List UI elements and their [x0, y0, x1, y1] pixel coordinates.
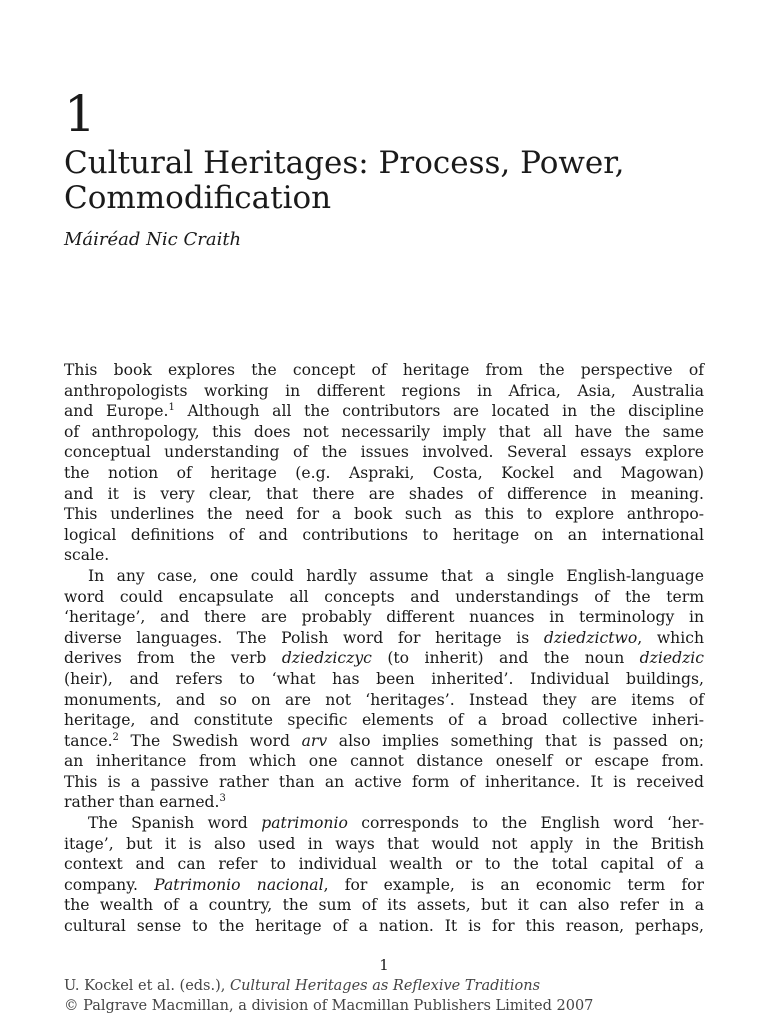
- body-line: [64, 875, 704, 896]
- copyright-line: © Palgrave Macmillan, a division of Macmillan Publishers Limited 2007: [64, 998, 594, 1014]
- italic-term: dziedzic: [639, 649, 705, 668]
- body-line: [64, 442, 704, 463]
- text-run: diverse languages. The Polish word for heritage is: [64, 628, 544, 647]
- chapter-title-line: Cultural Heritages: Process, Power,: [64, 145, 625, 181]
- chapter-author: Máiréad Nic Craith: [64, 229, 242, 250]
- text-run: scale.: [64, 546, 110, 565]
- italic-term: arv: [301, 731, 328, 750]
- body-line: [64, 751, 704, 772]
- italic-term: patrimonio: [261, 814, 348, 833]
- text-run: logical definitions of and contributions to heritage on an international: [64, 525, 704, 544]
- text-run: company.: [64, 875, 155, 894]
- text-run: This underlines the need for a book such as this to explore anthropo-: [64, 505, 704, 524]
- text-run: This book explores the concept of heritage from the perspective of: [64, 361, 704, 379]
- chapter-title: [64, 146, 724, 216]
- text-run: conceptual understanding of the issues involved. Several essays explore: [64, 443, 704, 462]
- text-run: U. Kockel et al. (eds.),: [64, 978, 230, 994]
- text-run: The Swedish word: [118, 731, 302, 750]
- body-line: [64, 360, 704, 381]
- footnote-ref: 1: [168, 402, 175, 414]
- body-line: [64, 607, 704, 628]
- text-run: derives from the verb: [64, 649, 282, 668]
- text-run: corresponds to the English word ‘her-: [347, 814, 704, 833]
- body-line: [64, 525, 704, 546]
- body-line: [64, 690, 704, 711]
- body-line: [64, 484, 704, 505]
- body-line: [64, 792, 704, 813]
- text-run: anthropologists working in different regions in Africa, Asia, Australia: [64, 381, 704, 400]
- text-run: also implies something that is passed on;: [327, 731, 704, 750]
- text-run: (heir), and refers to ‘what has been inherited’. Individual buildings,: [64, 669, 704, 688]
- body-line: [64, 463, 704, 484]
- italic-term: Patrimonio nacional: [154, 875, 324, 894]
- body-line: [64, 813, 704, 834]
- footnote-ref: 2: [112, 731, 119, 743]
- body-line: [64, 628, 704, 649]
- text-run: ‘heritage’, and there are probably different nuances in terminology in: [64, 608, 704, 627]
- text-run: tance.: [64, 731, 113, 750]
- text-run: and it is very clear, that there are shades of difference in meaning.: [64, 484, 704, 503]
- chapter-title-line: Commodification: [64, 180, 332, 216]
- text-run: In any case, one could hardly assume that a single English-language: [88, 566, 704, 585]
- italic-term: dziedziczyc: [281, 649, 372, 668]
- text-run: The Spanish word: [88, 814, 262, 833]
- text-run: of anthropology, this does not necessarily imply that all have the same: [64, 422, 704, 441]
- body-text: [64, 360, 704, 937]
- copyright-footer: [64, 976, 593, 1016]
- body-line: [64, 648, 704, 669]
- page-number: 1: [379, 956, 389, 974]
- chapter-number: 1: [64, 85, 96, 143]
- body-line: [64, 916, 704, 937]
- body-line: [64, 381, 704, 402]
- body-line: [64, 731, 704, 752]
- text-run: heritage, and constitute specific elements of a broad collective inheri-: [64, 711, 704, 730]
- text-run: an inheritance from which one cannot distance oneself or escape from.: [64, 752, 704, 771]
- body-line: [64, 566, 704, 587]
- text-run: context and can refer to individual wealth or to the total capital of a: [64, 855, 704, 874]
- text-run: the notion of heritage (e.g. Aspraki, Costa, Kockel and Magowan): [64, 463, 704, 482]
- body-line: [64, 669, 704, 690]
- italic-term: Cultural Heritages as Reflexive Traditions: [229, 978, 541, 994]
- body-line: [64, 834, 704, 855]
- body-line: [64, 545, 704, 566]
- footnote-ref: 3: [219, 793, 226, 805]
- body-line: [64, 710, 704, 731]
- text-run: itage’, but it is also used in ways that would not apply in the British: [64, 834, 704, 853]
- text-run: , which: [637, 628, 704, 647]
- body-line: [64, 587, 704, 608]
- text-run: rather than earned.: [64, 793, 220, 812]
- text-run: monuments, and so on are not ‘heritages’. Instead they are items of: [64, 690, 704, 709]
- body-line: [64, 772, 704, 793]
- text-run: Although all the contributors are located in the discipline: [174, 402, 705, 421]
- text-run: (to inherit) and the noun: [371, 649, 640, 668]
- text-run: cultural sense to the heritage of a nation. It is for this reason, perhaps,: [64, 917, 704, 936]
- body-line: [64, 504, 704, 525]
- text-run: This is a passive rather than an active form of inheritance. It is received: [64, 772, 704, 791]
- text-run: the wealth of a country, the sum of its assets, but it can also refer in a: [64, 896, 704, 915]
- body-line: [64, 895, 704, 916]
- text-run: , for example, is an economic term for: [323, 875, 705, 894]
- italic-term: dziedzictwo: [543, 628, 638, 647]
- body-line: [64, 854, 704, 875]
- text-run: and Europe.: [64, 402, 169, 421]
- citation-line: [64, 976, 593, 996]
- text-run: word could encapsulate all concepts and understandings of the term: [64, 587, 704, 606]
- body-line: [64, 422, 704, 443]
- body-line: [64, 401, 704, 422]
